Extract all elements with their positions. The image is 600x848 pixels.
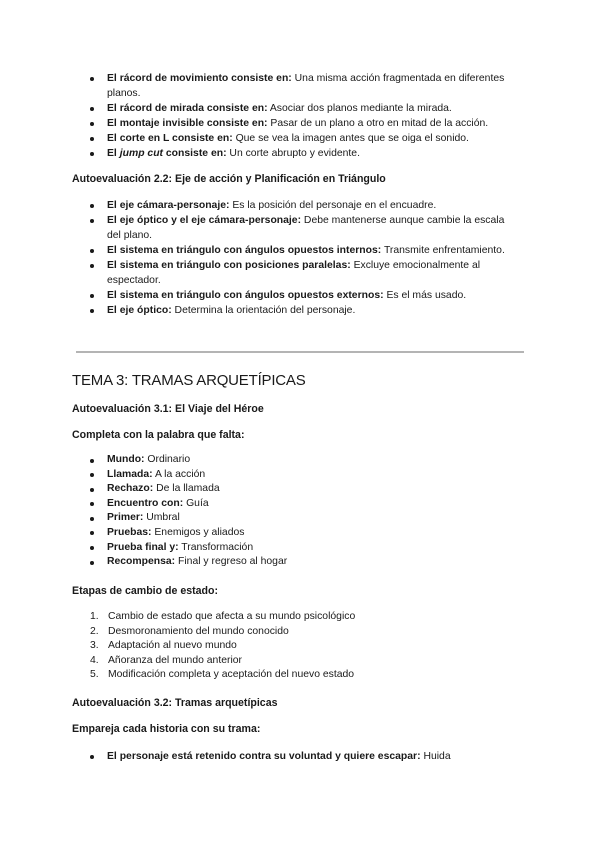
- list-item: Primer: Umbral: [90, 511, 520, 526]
- list-item: Recompensa: Final y regreso al hogar: [90, 555, 520, 570]
- section-heading-3-1: Autoevaluación 3.1: El Viaje del Héroe: [72, 403, 264, 415]
- section-heading-2-2: Autoevaluación 2.2: Eje de acción y Planificación en Triángulo: [72, 173, 386, 185]
- list-item: Llamada: A la acción: [90, 468, 520, 483]
- etapas-label: Etapas de cambio de estado:: [72, 585, 219, 597]
- list-item: Mundo: Ordinario: [90, 453, 520, 468]
- list-item: El eje óptico: Determina la orientación del personaje.: [90, 303, 520, 318]
- list-item: Prueba final y: Transformación: [90, 541, 520, 556]
- list-item: El jump cut consiste en: Un corte abrupto y evidente.: [90, 146, 520, 161]
- empareja-label: Empareja cada historia con su trama:: [72, 723, 261, 735]
- completa-label: Completa con la palabra que falta:: [72, 429, 245, 441]
- horizontal-divider: [76, 351, 524, 353]
- list-item: El eje cámara-personaje: Es la posición del personaje en el encuadre.: [90, 198, 520, 213]
- tramas-match-list: [90, 749, 520, 764]
- list-item: Pruebas: Enemigos y aliados: [90, 526, 520, 541]
- numbered-item: 5. Modificación completa y aceptación del nuevo estado: [90, 669, 355, 681]
- list-item: El eje óptico y el eje cámara-personaje: Debe mantenerse aunque cambie la escala del plano.: [90, 213, 520, 243]
- list-item: El rácord de movimiento consiste en: Una misma acción fragmentada en diferentes planos.: [90, 71, 520, 101]
- list-item: El rácord de mirada consiste en: Asociar dos planos mediante la mirada.: [90, 101, 520, 116]
- numbered-item: 3. Adaptación al nuevo mundo: [90, 640, 237, 652]
- list-item: El montaje invisible consiste en: Pasar de un plano a otro en mitad de la acción.: [90, 116, 520, 131]
- numbered-item: 4. Añoranza del mundo anterior: [90, 654, 243, 666]
- numbered-item: 1. Cambio de estado que afecta a su mundo psicológico: [90, 611, 356, 622]
- list-item: El sistema en triángulo con ángulos opuestos internos: Transmite enfrentamiento.: [90, 243, 520, 258]
- list-item: Rechazo: De la llamada: [90, 482, 520, 497]
- list-item: El sistema en triángulo con ángulos opuestos externos: Es el más usado.: [90, 288, 520, 303]
- heroe-stages-list: [90, 453, 520, 570]
- montaje-definitions-list: [90, 71, 520, 161]
- numbered-item: 2. Desmoronamiento del mundo conocido: [90, 625, 289, 637]
- section-heading-3-2: Autoevaluación 3.2: Tramas arquetípicas: [72, 697, 278, 709]
- eje-accion-list: [90, 198, 520, 318]
- etapas-list: [90, 610, 520, 683]
- list-item: El personaje está retenido contra su voluntad y quiere escapar: Huida: [90, 749, 520, 764]
- list-item: El sistema en triángulo con posiciones paralelas: Excluye emocionalmente al espectador.: [90, 258, 520, 288]
- list-item: El corte en L consiste en: Que se vea la imagen antes que se oiga el sonido.: [90, 131, 520, 146]
- topic-title: TEMA 3: TRAMAS ARQUETÍPICAS: [72, 372, 306, 389]
- list-item: Encuentro con: Guía: [90, 497, 520, 512]
